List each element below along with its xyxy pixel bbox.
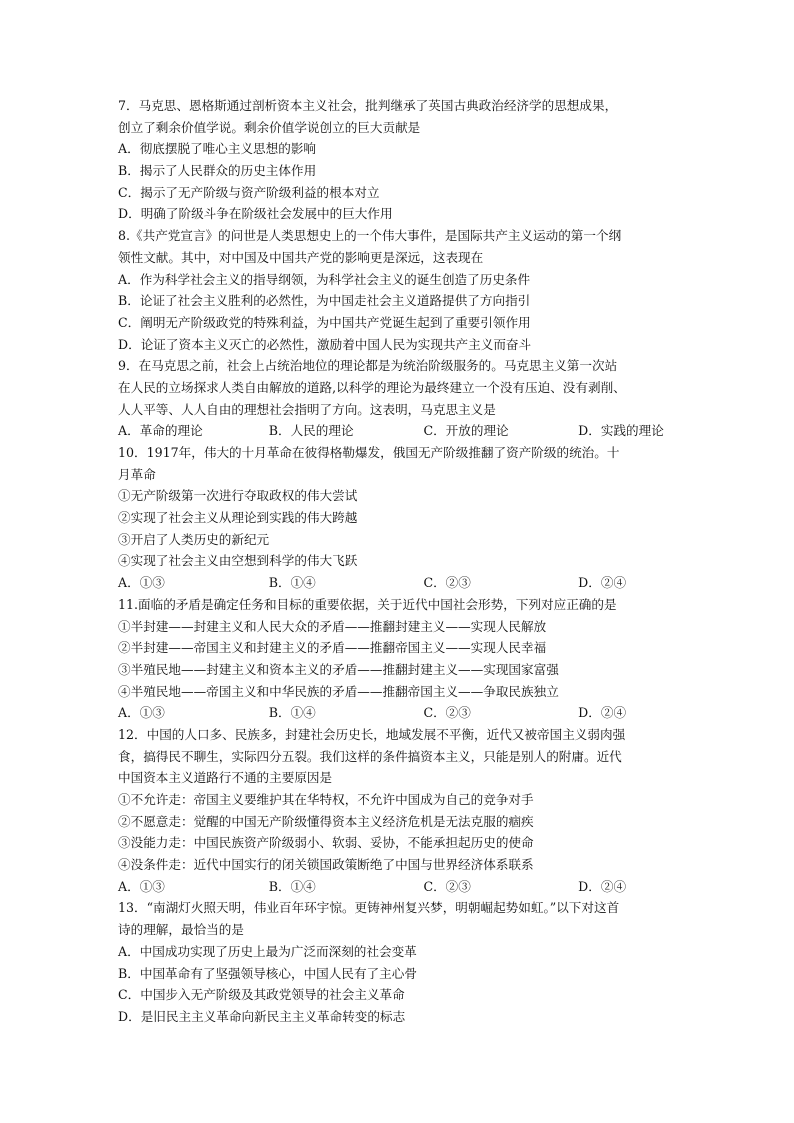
option-b: B．论证了社会主义胜利的必然性，为中国走社会主义道路提供了方向指引	[118, 293, 531, 309]
option-c: C．②③	[423, 575, 471, 591]
option-c: C．揭示了无产阶级与资产阶级利益的根本对立	[118, 184, 380, 200]
option-b: B．中国革命有了坚强领导核心，中国人民有了主心骨	[118, 965, 417, 981]
option-c: C．②③	[423, 878, 471, 894]
option-d: D．②④	[578, 878, 627, 894]
statement-1: ①半封建——封建主义和人民大众的矛盾——推翻封建主义——实现人民解放	[118, 618, 547, 634]
question-stem-line: 食，搞得民不聊生，实际四分五裂。我们这样的条件搞资本主义，只能是别人的附庸。近代	[118, 748, 622, 764]
option-d: D．②④	[578, 705, 627, 721]
question-stem-line: 领性文献。其中，对中国及中国共产党的影响更是深远，这表现在	[118, 249, 484, 265]
option-b: B．①④	[268, 705, 316, 721]
option-a: A．①③	[118, 878, 165, 894]
option-b: B．①④	[268, 878, 316, 894]
question-stem-line: 13．“南湖灯火照天明，伟业百年环宇惊。更铸神州复兴梦，明朝崛起势如虹。”以下对这首	[118, 900, 620, 916]
question-12	[118, 724, 678, 898]
option-d: D．明确了阶级斗争在阶级社会发展中的巨大作用	[118, 206, 393, 222]
option-b: B．揭示了人民群众的历史主体作用	[118, 163, 317, 179]
option-a: A．作为科学社会主义的指导纲领，为科学社会主义的诞生创造了历史条件	[118, 271, 531, 287]
option-d: D．是旧民主主义革命向新民主主义革命转变的标志	[118, 1008, 406, 1024]
statement-3: ③没能力走：中国民族资产阶级弱小、软弱、妥协，不能承担起历史的使命	[118, 835, 534, 851]
option-a: A．革命的理论	[118, 423, 203, 439]
statement-3: ③半殖民地——封建主义和资本主义的矛盾——推翻封建主义——实现国家富强	[118, 661, 559, 677]
question-10	[118, 442, 678, 594]
option-c: C．阐明无产阶级政党的特殊利益，为中国共产党诞生起到了重要引领作用	[118, 314, 531, 330]
option-c: C．中国步入无产阶级及其政党领导的社会主义革命	[118, 987, 405, 1003]
question-stem-line: 8.《共产党宣言》的问世是人类思想史上的一个伟大事件，是国际共产主义运动的第一个纲	[118, 228, 622, 244]
option-b: B．人民的理论	[268, 423, 354, 439]
option-d: D．实践的理论	[578, 423, 664, 439]
statement-2: ②实现了社会主义从理论到实践的伟大跨越	[118, 510, 358, 526]
option-a: A．中国成功实现了历史上最为广泛而深刻的社会变革	[118, 943, 417, 959]
statement-4: ④没条件走：近代中国实行的闭关锁国政策断绝了中国与世界经济体系联系	[118, 857, 534, 873]
option-b: B．①④	[268, 575, 316, 591]
option-a: A．①③	[118, 575, 165, 591]
question-stem-line: 中国资本主义道路行不通的主要原因是	[118, 770, 333, 786]
statement-1: ①无产阶级第一次进行夺取政权的伟大尝试	[118, 488, 358, 504]
statement-2: ②不愿意走：觉醒的中国无产阶级懂得资本主义经济危机是无法克服的痼疾	[118, 813, 534, 829]
option-d: D．②④	[578, 575, 627, 591]
options-row	[118, 572, 678, 594]
question-stem-line: 月革命	[118, 466, 156, 482]
option-a: A．①③	[118, 705, 165, 721]
statement-4: ④半殖民地——帝国主义和中华民族的矛盾——推翻帝国主义——争取民族独立	[118, 683, 559, 699]
question-13	[118, 897, 678, 1027]
question-stem-line: 7．马克思、恩格斯通过剖析资本主义社会，批判继承了英国古典政治经济学的思想成果，	[118, 98, 618, 113]
question-stem-line: 9．在马克思之前，社会上占统治地位的理论都是为统治阶级服务的。马克思主义第一次站	[118, 358, 618, 374]
question-stem-line: 在人民的立场探求人类自由解放的道路,以科学的理论为最终建立一个没有压迫、没有剥削、	[118, 379, 626, 395]
option-d: D．论证了资本主义灭亡的必然性，激励着中国人民为实现共产主义而奋斗	[118, 336, 532, 352]
options-row	[118, 420, 678, 442]
question-stem-line: 创立了剩余价值学说。剩余价值学说创立的巨大贡献是	[118, 119, 421, 135]
statement-4: ④实现了社会主义由空想到科学的伟大飞跃	[118, 553, 358, 569]
question-stem-line: 10．1917年，伟大的十月革命在彼得格勒爆发，俄国无产阶级推翻了资产阶级的统治。十	[118, 445, 620, 460]
question-stem-line: 11.面临的矛盾是确定任务和目标的重要依据，关于近代中国社会形势，下列对应正确的是	[118, 596, 617, 612]
question-7	[118, 95, 678, 225]
question-stem-line: 人人平等、人人自由的理想社会指明了方向。这表明，马克思主义是	[118, 401, 496, 417]
question-9	[118, 355, 678, 442]
question-stem-line: 诗的理解，最恰当的是	[118, 922, 244, 938]
options-row	[118, 702, 678, 724]
statement-3: ③开启了人类历史的新纪元	[118, 531, 270, 547]
question-8	[118, 225, 678, 355]
options-row	[118, 876, 678, 898]
option-c: C．开放的理论	[423, 423, 509, 439]
question-stem-line: 12．中国的人口多、民族多，封建社会历史长，地域发展不平衡，近代又被帝国主义弱肉强	[118, 726, 626, 742]
statement-2: ②半封建——帝国主义和封建主义的矛盾——推翻帝国主义——实现人民幸福	[118, 640, 547, 656]
statement-1: ①不允许走：帝国主义要维护其在华特权，不允许中国成为自己的竞争对手	[118, 792, 534, 807]
option-c: C．②③	[423, 705, 471, 721]
question-11	[118, 594, 678, 724]
option-a: A．彻底摆脱了唯心主义思想的影响	[118, 141, 317, 157]
exam-page	[118, 95, 678, 1028]
